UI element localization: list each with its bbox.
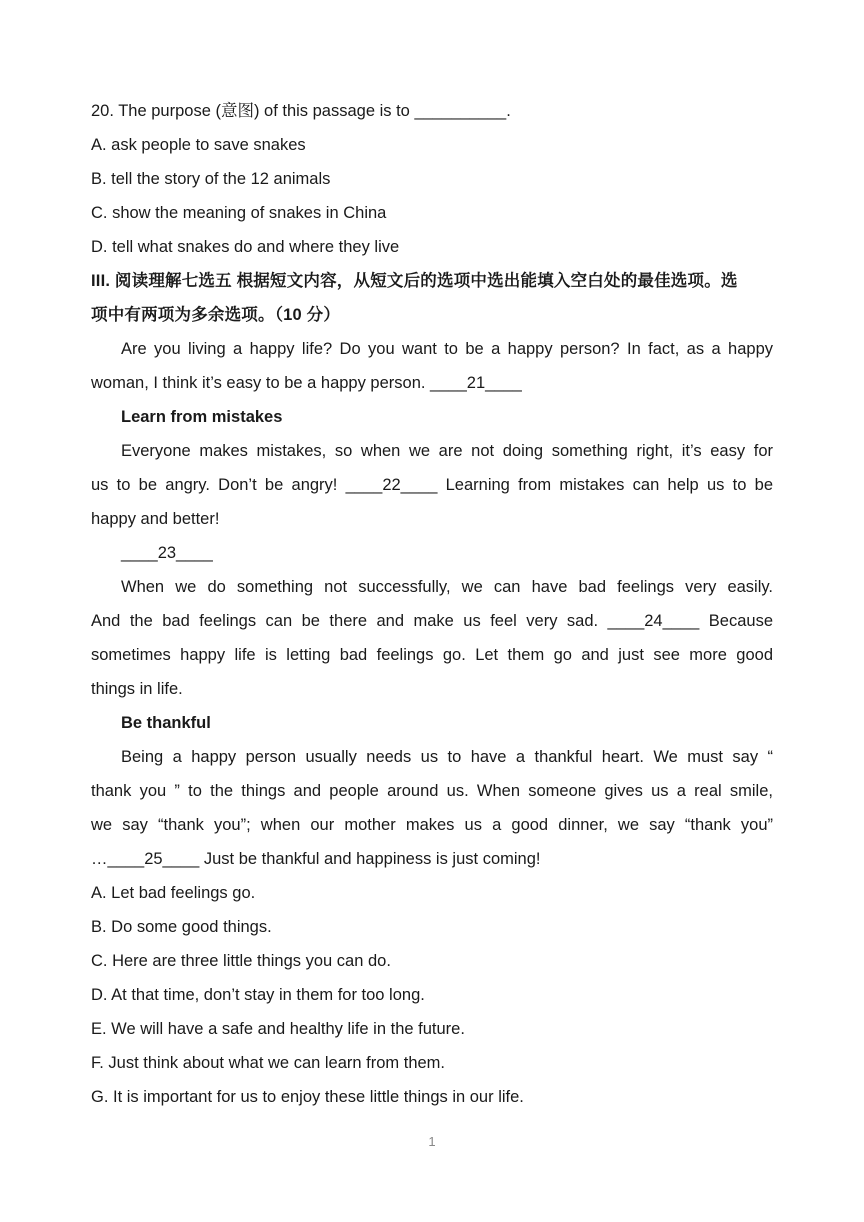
paragraph-3-line-4: …____25____ Just be thankful and happiness is just coming!: [91, 850, 541, 868]
question-20-option-b: B. tell the story of the 12 animals: [91, 170, 331, 188]
choice-g: G. It is important for us to enjoy these little things in our life.: [91, 1088, 524, 1106]
paragraph-2-line-1: When we do something not successfully, we can have bad feelings very easily.: [121, 578, 773, 596]
subheading-be-thankful: Be thankful: [121, 714, 211, 732]
choice-e: E. We will have a safe and healthy life in the future.: [91, 1020, 465, 1038]
question-20-option-d: D. tell what snakes do and where they live: [91, 238, 400, 256]
passage-intro-line-1: Are you living a happy life? Do you want to be a happy person? In fact, as a happy: [121, 340, 773, 358]
choice-f: F. Just think about what we can learn from them.: [91, 1054, 446, 1072]
paragraph-1-line-1: Everyone makes mistakes, so when we are not doing something right, it’s easy for: [121, 442, 773, 460]
paragraph-1-line-3: happy and better!: [91, 510, 220, 528]
paragraph-1-line-2: us to be angry. Don’t be angry! ____22____ Learning from mistakes can help us to be: [91, 476, 773, 494]
paragraph-3-line-1: Being a happy person usually needs us to have a thankful heart. We must say “: [121, 748, 773, 766]
question-20-option-a: A. ask people to save snakes: [91, 136, 306, 154]
choice-c: C. Here are three little things you can do.: [91, 952, 391, 970]
section-3-heading-line-2: 项中有两项为多余选项。（10 分）: [91, 306, 341, 324]
choice-b: B. Do some good things.: [91, 918, 272, 936]
paragraph-3-line-3: we say “thank you”; when our mother makes us a good dinner, we say “thank you”: [91, 816, 773, 834]
choice-d: D. At that time, don’t stay in them for too long.: [91, 986, 425, 1004]
paragraph-3-line-2: thank you ” to the things and people around us. When someone gives us a real smile,: [91, 782, 773, 800]
paragraph-2-line-2: And the bad feelings can be there and make us feel very sad. ____24____ Because: [91, 612, 773, 630]
section-3-heading-line-1: III. 阅读理解七选五 根据短文内容，从短文后的选项中选出能填入空白处的最佳选项。选: [91, 272, 738, 290]
subheading-blank-23: ____23____: [121, 544, 213, 562]
paragraph-2-line-4: things in life.: [91, 680, 183, 698]
subheading-learn-from-mistakes: Learn from mistakes: [121, 408, 283, 426]
page-number: 1: [428, 1134, 436, 1149]
question-20-option-c: C. show the meaning of snakes in China: [91, 204, 387, 222]
question-20-stem: 20. The purpose (意图) of this passage is to __________.: [91, 102, 511, 120]
choice-a: A. Let bad feelings go.: [91, 884, 256, 902]
paragraph-2-line-3: sometimes happy life is letting bad feelings go. Let them go and just see more good: [91, 646, 773, 664]
passage-intro-line-2: woman, I think it’s easy to be a happy person. ____21____: [91, 374, 522, 392]
document-body: [91, 94, 773, 1114]
